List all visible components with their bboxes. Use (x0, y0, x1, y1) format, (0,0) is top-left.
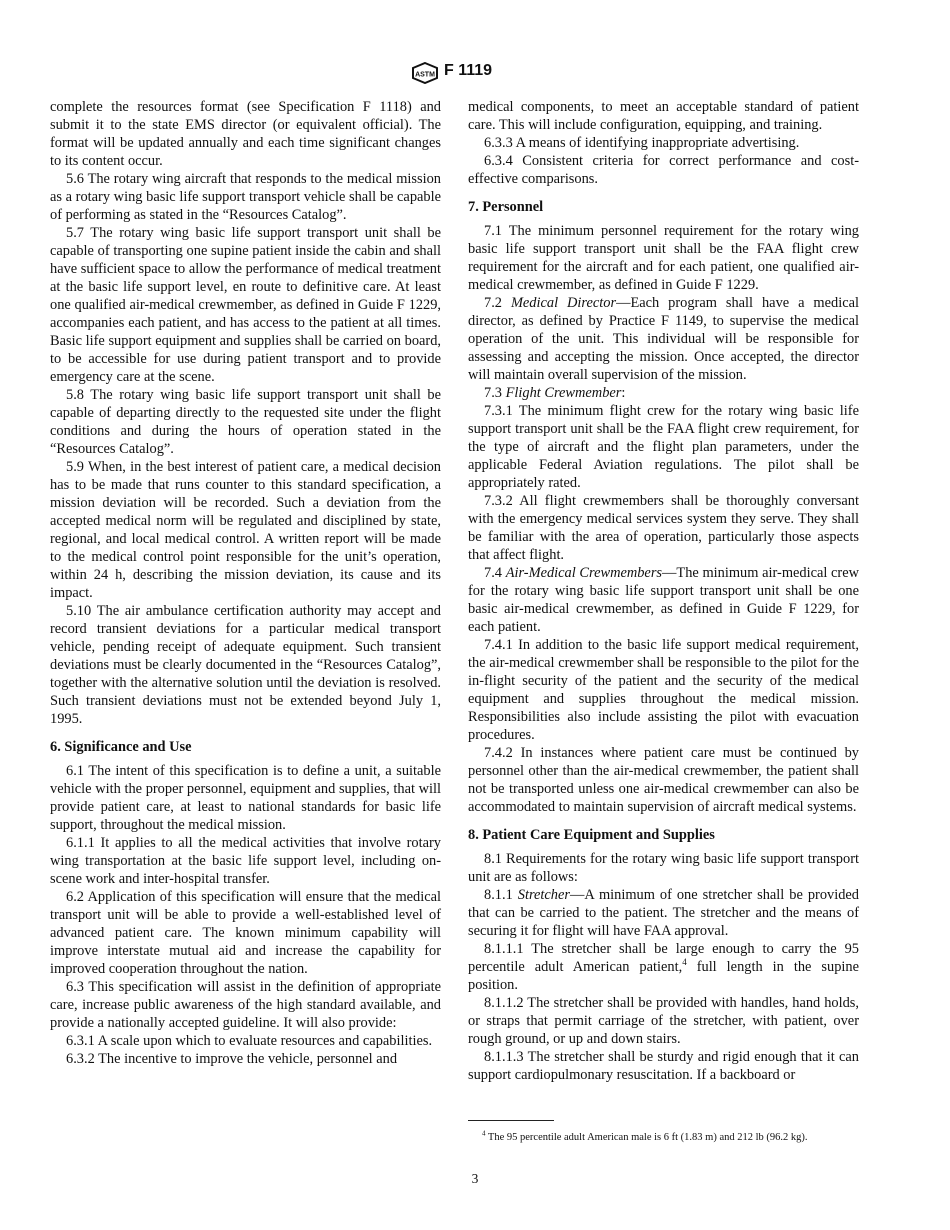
paragraph-6-1-1: 6.1.1 It applies to all the medical activities that involve rotary wing transportation at the basic life support level, including on-scene work and inter-hospital transfer. (50, 835, 441, 887)
paragraph-5-6: 5.6 The rotary wing aircraft that responds to the medical mission as a rotary wing basic life support transport vehicle shall be capable of performing as stated in the “Resources Catalog”. (50, 171, 441, 223)
subsection-title: Stretcher (517, 887, 570, 903)
paragraph: complete the resources format (see Specification F 1118) and submit it to the state EMS director (or equivalent official). The format will be updated annually and each time significant changes to its content occur. (50, 99, 441, 169)
paragraph-7-2 (468, 294, 859, 384)
number: 8.1.1 (484, 887, 518, 903)
astm-logo-icon (411, 62, 439, 84)
text: full length in the supine position. (468, 959, 859, 993)
paragraph-6-2: 6.2 Application of this specification will ensure that the medical transport unit will be able to provide a well-established level of advanced patient care. The known minimum capability will improve interstate mutual aid and increase the capability for improved cooperation throughout the nation. (50, 889, 441, 977)
paragraph-continued: medical components, to meet an acceptable standard of patient care. This will include configuration, equipping, and training. (468, 99, 859, 133)
paragraph-7-1: 7.1 The minimum personnel requirement for the rotary wing basic life support transport unit shall be the FAA flight crew requirement for the aircraft and for each patient, one qualified air-medical crewmember, as defined in Guide F 1229. (468, 223, 859, 293)
text: —The minimum air-medical crew for the rotary wing basic life support transport unit shall be one basic air-medical crewmember, as defined in Guide F 1229, for each patient. (468, 565, 860, 635)
designation: F 1119 (444, 62, 493, 79)
section-heading-7: 7. Personnel (468, 199, 544, 215)
text: —A minimum of one stretcher shall be provided that can be carried to the patient. The stretcher and the means of securing it for flight will have FAA approval. (468, 887, 859, 939)
paragraph-6-3-2: 6.3.2 The incentive to improve the vehicle, personnel and (66, 1051, 398, 1067)
paragraph-7-3-2: 7.3.2 All flight crewmembers shall be thoroughly conversant with the emergency medical services system they serve. They shall be familiar with the area of operation, particularly those aspects that affect flight. (468, 493, 859, 563)
paragraph-7-4 (468, 564, 859, 636)
footnote (468, 1131, 859, 1144)
number: 7.3 (484, 385, 506, 401)
paragraph-6-3-3: 6.3.3 A means of identifying inappropriate advertising. (484, 135, 800, 151)
paragraph-6-3-1: 6.3.1 A scale upon which to evaluate resources and capabilities. (66, 1033, 433, 1049)
page-number: 3 (471, 1171, 479, 1186)
footnote-divider (468, 1120, 554, 1121)
text: 8.1.1.1 The stretcher shall be large enough to carry the 95 percentile adult American patient, (468, 941, 859, 975)
page-header (0, 60, 950, 86)
paragraph-8-1: 8.1 Requirements for the rotary wing basic life support transport unit are as follows: (468, 851, 859, 885)
subsection-title: Flight Crewmember (505, 385, 622, 401)
paragraph-5-8: 5.8 The rotary wing basic life support transport unit shall be capable of departing directly to the requested site under the flight conditions and during the hours of operation stated in the “Resources Catalog”. (50, 387, 441, 457)
number: 7.4 (484, 565, 506, 581)
subsection-title: Air-Medical Crewmembers (505, 565, 663, 581)
paragraph-6-3: 6.3 This specification will assist in the definition of appropriate care, increase public awareness of the high standard available, and provide a nationally accepted guideline. It will also provide: (50, 979, 441, 1031)
paragraph-6-1: 6.1 The intent of this specification is to define a unit, a suitable vehicle with the proper personnel, equipment and supplies, that will provide patient care, at least to national standards for basic life support, throughout the medical mission. (50, 763, 441, 833)
footnote-text: The 95 percentile adult American male is 6 ft (1.83 m) and 212 lb (96.2 kg). (485, 1132, 808, 1143)
paragraph-5-7: 5.7 The rotary wing basic life support transport unit shall be capable of transporting one supine patient inside the cabin and shall have sufficient space to allow the performance of medical treatment at the basic life support level, en route to definitive care. At least one qualified air-medical crewmember, as defined in Guide F 1229, accompanies each patient, and has access to the patient at all times. Basic life support equipment and supplies shall be carried on board, to be accessible for use during patient transport and to provide emergency care at the scene. (50, 225, 441, 385)
paragraph-7-4-2: 7.4.2 In instances where patient care must be continued by personnel other than the air-medical crewmember, the patient shall not be transported unless one air-medical crewmember can also be accommodated to maintain supervision of aircraft medical systems. (468, 745, 859, 815)
section-heading-6: 6. Significance and Use (50, 739, 192, 755)
paragraph-7-3 (468, 384, 859, 402)
text: —Each program shall have a medical director, as defined by Practice F 1149, to supervise the medical operation of the unit. This individual will be responsible for assessing and accepting the mission. Once accepted, the director will maintain overall supervision of the mission. (468, 295, 859, 383)
logo-text: ASTM (415, 71, 435, 79)
subsection-title: Medical Director (510, 295, 617, 311)
number: 7.2 (484, 295, 511, 311)
text: : (621, 385, 626, 401)
paragraph-5-9: 5.9 When, in the best interest of patient care, a medical decision has to be made that runs counter to this standard specification, a mission deviation will be recorded. Such a deviation from the accepted medical norm will be regulated and disciplined by state, regional, and local medical control. A written report will be made to the medical control point responsible for the unit’s operation, within 24 h, describing the mission deviation, its cause and its impact. (50, 459, 441, 601)
right-column (468, 98, 859, 1084)
paragraph-8-1-1-3: 8.1.1.3 The stretcher shall be sturdy and rigid enough that it can support cardiopulmonary resuscitation. If a backboard or (468, 1049, 859, 1083)
paragraph-7-3-1: 7.3.1 The minimum flight crew for the rotary wing basic life support transport unit shall be the FAA flight crew requirement, for the type of aircraft and the flight plan parameters, under the applicable Federal Aviation regulations. The pilot shall be appropriately rated. (468, 403, 859, 491)
paragraph-8-1-1 (468, 886, 859, 940)
paragraph-8-1-1-2: 8.1.1.2 The stretcher shall be provided with handles, hand holds, or straps that permit carriage of the stretcher, with patient, over rough ground, or up and down stairs. (468, 995, 859, 1047)
paragraph-5-10: 5.10 The air ambulance certification authority may accept and record transient deviations for a particular medical transport vehicle, pending receipt of adequate equipment. Such transient deviations must be clearly documented in the “Resources Catalog”, together with the alternative solution until the deviation is resolved. Such transient deviations must not be extended beyond July 1, 1995. (50, 603, 441, 727)
paragraph-6-3-4: 6.3.4 Consistent criteria for correct performance and cost-effective comparisons. (468, 153, 859, 187)
paragraph-7-4-1: 7.4.1 In addition to the basic life support medical requirement, the air-medical crewmember shall be responsible to the pilot for the in-flight security of the patient and the security of the medical equipment and supplies throughout the medical mission. Responsibilities also include assisting the pilot with evacuation procedures. (468, 637, 859, 743)
section-heading-8: 8. Patient Care Equipment and Supplies (468, 827, 715, 843)
footnote-ref: 4 (682, 957, 687, 968)
paragraph-8-1-1-1 (468, 940, 859, 994)
footnote-marker: 4 (482, 1129, 486, 1138)
left-column (50, 98, 441, 1068)
